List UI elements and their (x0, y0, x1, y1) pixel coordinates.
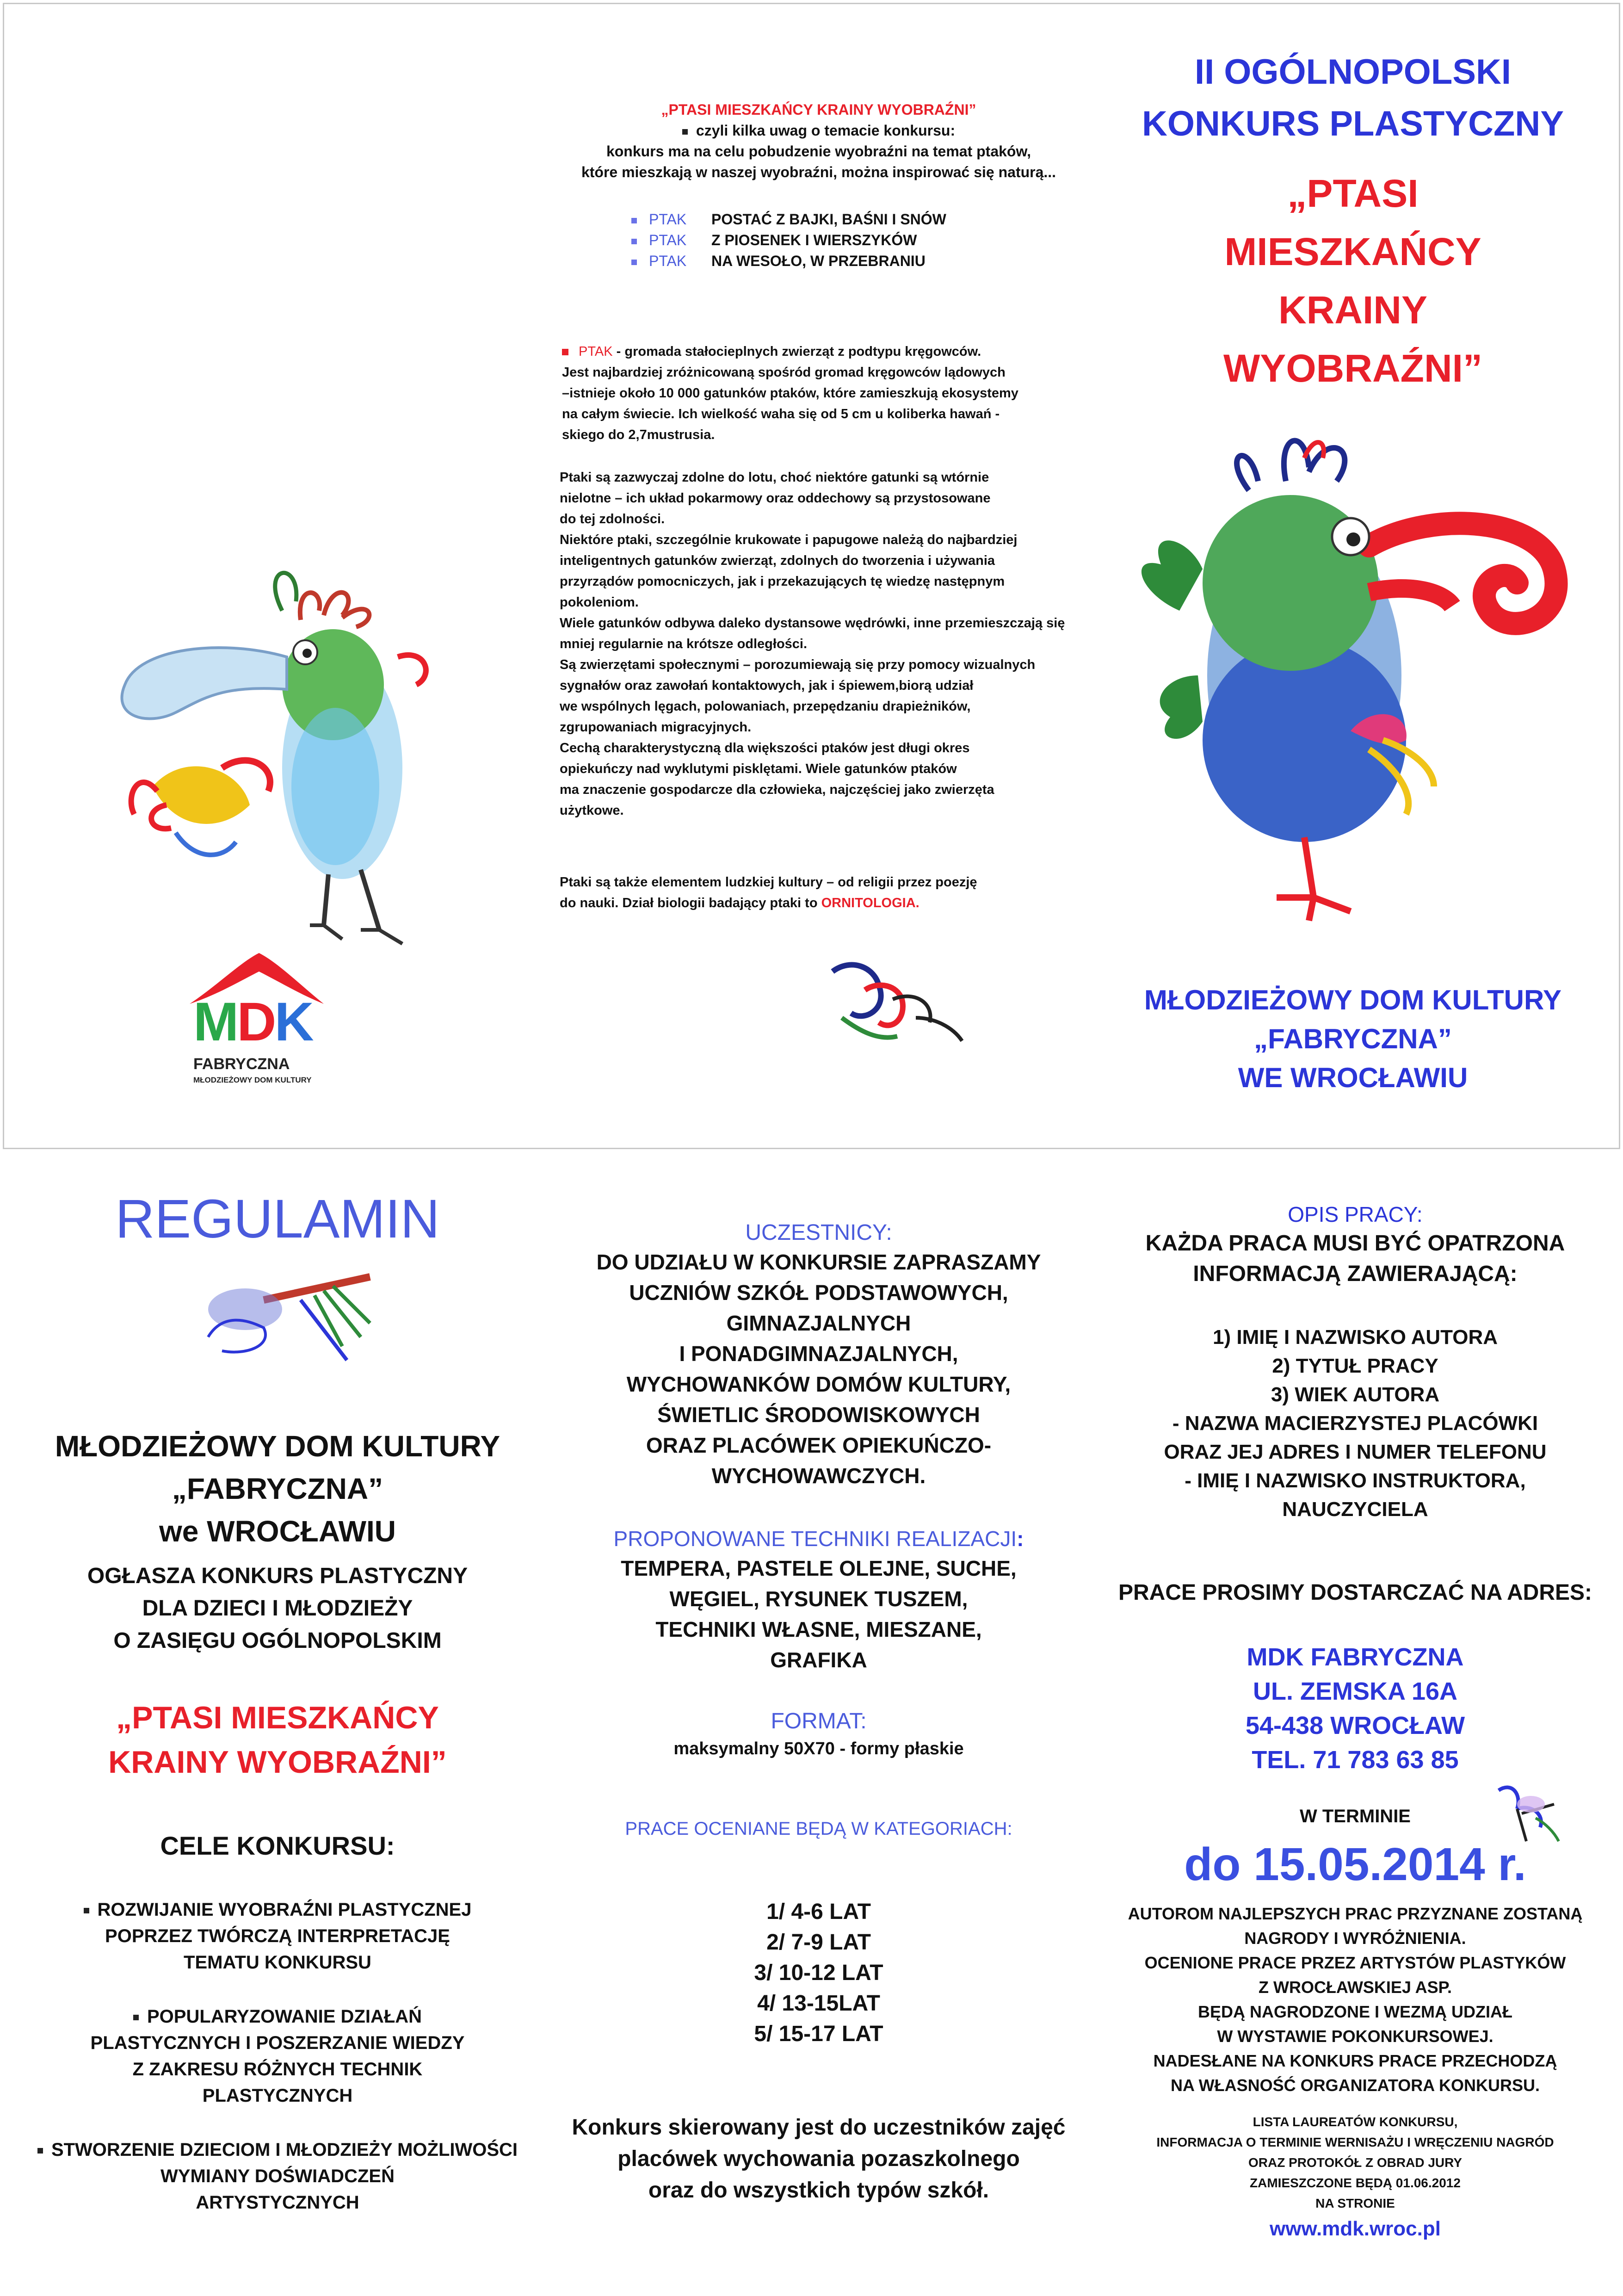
bird-drawing-left (83, 509, 490, 962)
paragraph-line: przyrządów pomocniczych, jak i przekazujących tę wiedzę następnym (560, 574, 1005, 589)
format-title: FORMAT: (771, 1709, 867, 1733)
org-line-2: „FABRYCZNA” (172, 1472, 383, 1505)
goal-item (19, 2137, 537, 2216)
technique-line: TECHNIKI WŁASNE, MIESZANE, (655, 1617, 982, 1641)
awards-line: NAGRODY I WYRÓŻNIENIA. (1244, 1929, 1466, 1948)
theme-intro-1: konkurs ma na celu pobudzenie wyobraźni na temat ptaków, (606, 143, 1031, 160)
goal-line: TEMATU KONKURSU (184, 1952, 371, 1973)
paragraph-line: do tej zdolności. (560, 512, 665, 526)
technique-line: WĘGIEL, RYSUNEK TUSZEM, (669, 1587, 968, 1611)
bird-definition (562, 341, 1094, 446)
bullet-icon (37, 2148, 43, 2154)
paragraph-line: we wspólnych lęgach, polowaniach, przepędzaniu drapieżników, (560, 699, 971, 714)
format-text: maksymalny 50X70 - formy płaskie (673, 1739, 964, 1758)
goal-line: ARTYSTYCZNYCH (196, 2192, 359, 2213)
title-line-2: KONKURS PLASTYCZNY (1142, 104, 1564, 143)
format-section (546, 1707, 1092, 1762)
ptak-list (631, 209, 946, 272)
goal-line: PLASTYCZNYCH I POSZERZANIE WIEDZY (90, 2033, 465, 2053)
address-line: MDK FABRYCZNA (1247, 1643, 1464, 1671)
announce-line-3: O ZASIĘGU OGÓLNOPOLSKIM (113, 1628, 442, 1653)
bullet-icon (631, 260, 637, 265)
deliver-title: PRACE PROSIMY DOSTARCZAĆ NA ADRES: (1118, 1580, 1592, 1605)
bird-drawing-right (1110, 416, 1582, 934)
bullet-icon (84, 1908, 89, 1913)
regulamin-title: REGULAMIN (115, 1188, 440, 1250)
goal-line: WYMIANY DOŚWIADCZEŃ (160, 2166, 395, 2186)
technique-line: TEMPERA, PASTELE OLEJNE, SUCHE, (621, 1556, 1017, 1580)
awards-line: AUTOROM NAJLEPSZYCH PRAC PRZYZNANE ZOSTANĄ (1128, 1904, 1583, 1923)
categories-list (546, 1897, 1092, 2049)
definition-first-line: PTAK - gromada stałocieplnych zwierząt z podtypu kręgowców. (562, 341, 1094, 362)
organizer-bottom (28, 1425, 527, 1553)
paragraph-line: zgrupowaniach migracyjnych. (560, 720, 752, 735)
participants-line: ORAZ PLACÓWEK OPIEKUŃCZO- (646, 1433, 992, 1457)
awards-line: NADESŁANE NA KONKURS PRACE PRZECHODZĄ (1153, 2051, 1557, 2070)
goal-line: POPULARYZOWANIE DZIAŁAŃ (19, 2004, 537, 2030)
goals-list (19, 1897, 537, 2216)
paragraph-line: mniej regularnie na krótsze odległości. (560, 637, 808, 651)
categories-title: PRACE OCENIANE BĘDĄ W KATEGORIACH: (625, 1819, 1012, 1839)
paragraph-line: opiekuńczy nad wyklutymi pisklętami. Wiele gatunków ptaków (560, 761, 957, 776)
name-line-2: MIESZKAŃCY (1224, 230, 1481, 273)
announce-line-1: OGŁASZA KONKURS PLASTYCZNY (87, 1564, 468, 1588)
category-item: 1/ 4-6 LAT (766, 1900, 871, 1924)
name-line-1: „PTASI (1287, 172, 1419, 215)
culture-line-2: do nauki. Dział biologii badający ptaki to ORNITOLOGIA. (560, 896, 919, 910)
description-line: KAŻDA PRACA MUSI BYĆ OPATRZONA (1145, 1231, 1565, 1256)
laureates-line: INFORMACJA O TERMINIE WERNISAŻU I WRĘCZENIU NAGRÓD (1156, 2135, 1554, 2149)
bullet-icon (562, 349, 568, 355)
info-item: - NAZWA MACIERZYSTEJ PLACÓWKI (1172, 1412, 1538, 1435)
ptak-item: PTAK POSTAĆ Z BAJKI, BAŚNI I SNÓW (631, 209, 946, 230)
logo-name: FABRYCZNA (193, 1055, 290, 1073)
paragraph-line: ma znaczenie gospodarcze dla człowieka, najczęściej jako zwierzęta (560, 782, 994, 797)
address-line: 54-438 WROCŁAW (1245, 1712, 1465, 1739)
audience-line: Konkurs skierowany jest do uczestników zajęć (572, 2115, 1066, 2140)
goal-line: Z ZAKRESU RÓŻNYCH TECHNIK (132, 2059, 423, 2079)
required-info-list (1110, 1323, 1600, 1524)
paragraph-line: Niektóre ptaki, szczególnie krukowate i papugowe należą do najbardziej (560, 532, 1018, 547)
awards-line: BĘDĄ NAGRODZONE I WEZMĄ UDZIAŁ (1198, 2002, 1512, 2021)
participants-line: DO UDZIAŁU W KONKURSIE ZAPRASZAMY (596, 1250, 1041, 1274)
theme-intro-2: które mieszkają w naszej wyobraźni, można inspirować się naturą... (581, 164, 1056, 180)
paragraph-line: użytkowe. (560, 803, 624, 818)
awards-line: Z WROCŁAWSKIEJ ASP. (1258, 1978, 1452, 1997)
culture-line-1: Ptaki są także elementem ludzkiej kultury – od religii przez poezję (560, 875, 977, 890)
definition-line: skiego do 2,7mustrusia. (562, 427, 715, 442)
ptak-item: PTAK Z PIOSENEK I WIERSZYKÓW (631, 230, 946, 251)
goals-title: CELE KONKURSU: (160, 1831, 395, 1860)
paragraph-line: Wiele gatunków odbywa daleko dystansowe wędrówki, inne przemieszczają się (560, 616, 1065, 631)
definition-line: –istnieje około 10 000 gatunków ptaków, które zamieszkują ekosystemy (562, 386, 1018, 401)
bird-drawing-small-top (823, 953, 971, 1050)
description-lines (1110, 1228, 1600, 1289)
name-line-1: „PTASI MIESZKAŃCY (116, 1700, 439, 1735)
description-line: INFORMACJĄ ZAWIERAJĄCĄ: (1193, 1262, 1518, 1286)
culture-note (560, 872, 1096, 914)
announcement (28, 1560, 527, 1657)
description-title: OPIS PRACY: (1288, 1202, 1423, 1226)
participants-line: WYCHOWAWCZYCH. (711, 1464, 926, 1488)
paragraph-line: sygnałów oraz zawołań kontaktowych, jak i śpiewem,biorą udział (560, 678, 974, 693)
website-link[interactable]: www.mdk.wroc.pl (1270, 2217, 1441, 2240)
participants-line: GIMNAZJALNYCH (726, 1311, 911, 1335)
goal-line: POPRZEZ TWÓRCZĄ INTERPRETACJĘ (105, 1926, 450, 1946)
org-line-1: MŁODZIEŻOWY DOM KULTURY (1144, 984, 1562, 1015)
definition-lines (562, 362, 1094, 446)
category-item: 4/ 13-15LAT (757, 1991, 880, 2016)
paragraph-line: Ptaki są zazwyczaj zdolne do lotu, choć niektóre gatunki są wtórnie (560, 470, 989, 485)
participants-line: I PONADGIMNAZJALNYCH, (679, 1342, 958, 1366)
bullet-icon (133, 2015, 139, 2020)
techniques-lines (546, 1553, 1092, 1675)
info-item: ORAZ JEJ ADRES I NUMER TELEFONU (1164, 1441, 1547, 1463)
techniques-section (546, 1524, 1092, 1675)
participants-title: UCZESTNICY: (745, 1220, 892, 1245)
participants-line: WYCHOWANKÓW DOMÓW KULTURY, (626, 1372, 1011, 1396)
audience-line: placówek wychowania pozaszkolnego (617, 2147, 1020, 2171)
info-item: NAUCZYCIELA (1282, 1498, 1428, 1521)
participants-lines (546, 1247, 1092, 1491)
deadline-label: W TERMINIE (1300, 1806, 1411, 1826)
bullet-icon (682, 129, 688, 135)
org-line-3: WE WROCŁAWIU (1238, 1062, 1468, 1093)
logo-letters: MDK (193, 991, 312, 1052)
info-item: 3) WIEK AUTORA (1271, 1383, 1440, 1406)
theme-heading: „PTASI MIESZKAŃCY KRAINY WYOBRAŹNI” (661, 101, 976, 118)
bullet-icon (631, 218, 637, 223)
laureates-line: NA STRONIE (1315, 2196, 1395, 2210)
techniques-title: PROPONOWANE TECHNIKI REALIZACJI: (613, 1527, 1024, 1551)
target-audience (546, 2112, 1092, 2206)
goal-line: PLASTYCZNYCH (202, 2086, 353, 2106)
info-item: - IMIĘ I NAZWISKO INSTRUKTORA, (1185, 1469, 1526, 1492)
category-item: 2/ 7-9 LAT (766, 1930, 871, 1955)
paragraph-line: inteligentnych gatunków zwierząt, zdolnych do tworzenia i używania (560, 553, 995, 568)
address-line: TEL. 71 783 63 85 (1252, 1746, 1459, 1774)
paragraph-line: pokoleniom. (560, 595, 639, 610)
theme-subheading: czyli kilka uwag o temacie konkursu: (546, 120, 1092, 141)
goal-line: STWORZENIE DZIECIOM I MŁODZIEŻY MOŻLIWOŚCI (19, 2137, 537, 2163)
laureates-info (1110, 2112, 1600, 2214)
delivery-address (1110, 1640, 1600, 1777)
bullet-icon (631, 239, 637, 244)
org-line-2: „FABRYCZNA” (1254, 1023, 1452, 1054)
category-item: 3/ 10-12 LAT (754, 1961, 883, 1985)
description-section (1110, 1201, 1600, 1289)
definition-line: Jest najbardziej zróżnicowaną spośród gromad kręgowców lądowych (562, 365, 1006, 380)
address-line: UL. ZEMSKA 16A (1253, 1677, 1458, 1705)
goal-item (19, 2004, 537, 2109)
name-line-2: KRAINY WYOBRAŹNI” (108, 1745, 447, 1780)
ptak-item: PTAK NA WESOŁO, W PRZEBRANIU (631, 251, 946, 272)
org-line-3: we WROCŁAWIU (159, 1515, 396, 1548)
bird-paragraph (560, 467, 1096, 821)
contest-name-bottom (28, 1696, 527, 1784)
awards-line: OCENIONE PRACE PRZEZ ARTYSTÓW PLASTYKÓW (1144, 1953, 1566, 1972)
category-item: 5/ 15-17 LAT (754, 2022, 883, 2046)
participants-section (546, 1219, 1092, 1491)
organizer-top (1110, 981, 1596, 1097)
awards-info (1110, 1901, 1600, 2098)
laureates-line: ORAZ PROTOKÓŁ Z OBRAD JURY (1248, 2155, 1462, 2170)
info-item: 2) TYTUŁ PRACY (1272, 1355, 1438, 1377)
audience-line: oraz do wszystkich typów szkół. (648, 2178, 989, 2203)
awards-line: NA WŁASNOŚĆ ORGANIZATORA KONKURSU. (1171, 2076, 1540, 2095)
contest-title (1110, 46, 1596, 150)
mdk-logo (185, 944, 328, 1101)
laureates-line: ZAMIESZCZONE BĘDĄ 01.06.2012 (1250, 2176, 1461, 2190)
laureates-line: LISTA LAUREATÓW KONKURSU, (1253, 2115, 1458, 2129)
announce-line-2: DLA DZIECI I MŁODZIEŻY (142, 1596, 413, 1621)
info-item: 1) IMIĘ I NAZWISKO AUTORA (1213, 1326, 1498, 1349)
definition-line: na całym świecie. Ich wielkość waha się od 5 cm u koliberka hawań - (562, 407, 1000, 421)
paragraph-line: Cechą charakterystyczną dla większości ptaków jest długi okres (560, 741, 970, 755)
participants-line: ŚWIETLIC ŚRODOWISKOWYCH (657, 1403, 980, 1427)
goal-line: ROZWIJANIE WYOBRAŹNI PLASTYCZNEJ (19, 1897, 537, 1923)
title-line-1: II OGÓLNOPOLSKI (1194, 52, 1512, 92)
org-line-1: MŁODZIEŻOWY DOM KULTURY (55, 1430, 500, 1463)
name-line-3: KRAINY (1278, 288, 1427, 332)
participants-line: UCZNIÓW SZKÓŁ PODSTAWOWYCH, (629, 1281, 1008, 1305)
awards-line: W WYSTAWIE POKONKURSOWEJ. (1217, 2027, 1493, 2046)
deadline-date: do 15.05.2014 r. (1184, 1838, 1526, 1890)
theme-notes (546, 99, 1092, 183)
bird-drawing-regulamin (194, 1258, 375, 1365)
paragraph-line: Są zwierzętami społecznymi – porozumiewają się przy pomocy wizualnych (560, 657, 1036, 672)
logo-sub: MŁODZIEŻOWY DOM KULTURY (193, 1076, 312, 1084)
paragraph-line: nielotne – ich układ pokarmowy oraz oddechowy są przystosowane (560, 491, 991, 506)
goal-item (19, 1897, 537, 1976)
contest-name (1110, 164, 1596, 397)
technique-line: GRAFIKA (770, 1648, 867, 1672)
name-line-4: WYOBRAŹNI” (1223, 347, 1482, 390)
